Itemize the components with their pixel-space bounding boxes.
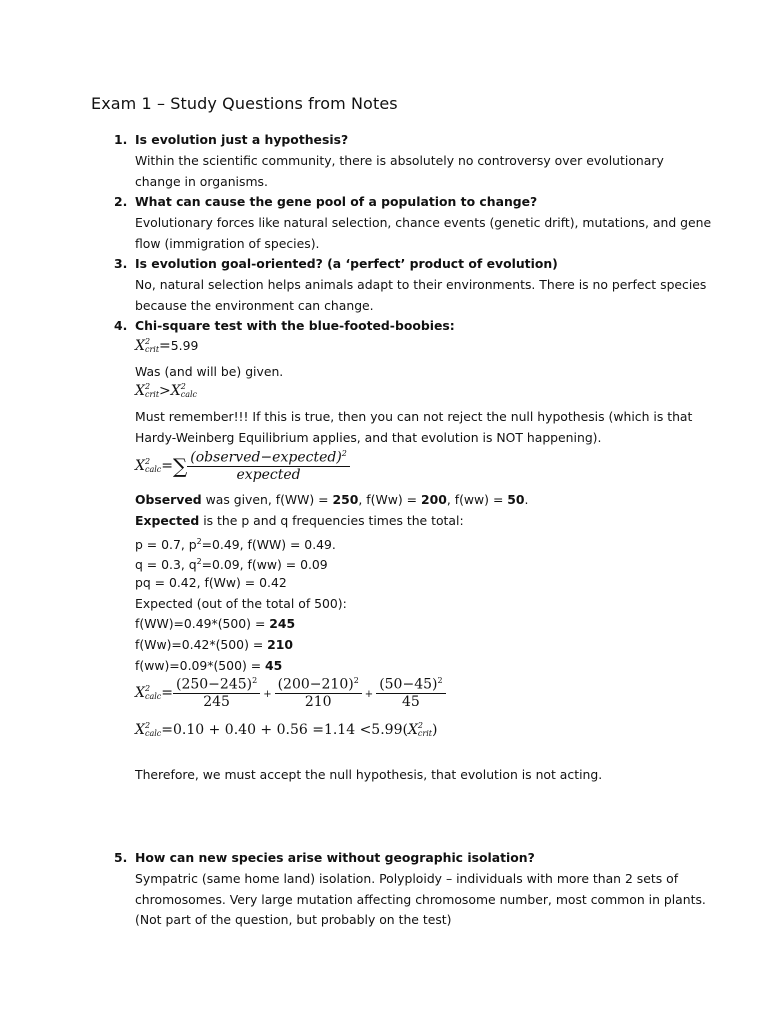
chi-symbol: X (170, 383, 181, 399)
subscript: calc (144, 464, 162, 474)
chi-symbol: X (135, 457, 145, 474)
value: 210 (267, 637, 294, 652)
equals-sign: = (159, 338, 171, 354)
exponent: 2 (144, 721, 151, 730)
greater-sign: > (159, 383, 171, 399)
exponent: 2 (144, 683, 151, 693)
value: 245 (269, 616, 296, 631)
fraction (275, 676, 362, 710)
plus-sign: + (263, 688, 272, 700)
answer-text: Sympatric (same home land) isolation. Polyploidy – individuals with more than 2 sets of (135, 871, 679, 886)
chi-result-equation (135, 722, 437, 738)
plus-sign: + (364, 688, 374, 700)
subscript: crit (144, 390, 160, 399)
exponent: 2 (252, 676, 258, 685)
equals-sign: = (161, 684, 173, 701)
denominator: 245 (203, 693, 230, 710)
text: , f(Ww) = (358, 492, 421, 507)
text: =0.09, f(ww) = 0.09 (201, 557, 328, 573)
value: 200 (420, 492, 447, 507)
question-heading: Chi-square test with the blue-footed-boobies: (135, 318, 455, 333)
expected-label: Expected (135, 513, 200, 528)
numerator (173, 676, 260, 694)
numerator (275, 676, 362, 694)
observed-label: Observed (135, 492, 202, 507)
chi-symbol: X (135, 684, 145, 701)
answer-text: Was (and will be) given. (135, 364, 284, 379)
text: f(WW)=0.49*(500) = (135, 616, 270, 631)
pq-line: pq = 0.42, f(Ww) = 0.42 (135, 575, 287, 590)
text: =0.49, f(WW) = 0.49. (201, 537, 336, 553)
chi-compare-equation (135, 383, 197, 399)
text: . (524, 492, 529, 507)
numerator (376, 676, 445, 694)
subscript: crit (417, 729, 432, 738)
exponent: 2 (353, 676, 359, 685)
answer-text: No, natural selection helps animals adapt to their environments. There is no perfect species (135, 277, 707, 292)
fraction (173, 676, 260, 710)
text: is the p and q frequencies times the total: (199, 513, 464, 528)
question-heading: Is evolution just a hypothesis? (135, 132, 349, 147)
exponent: 2 (341, 449, 347, 458)
expected-total-line: Expected (out of the total of 500): (135, 596, 347, 611)
exponent: 2 (144, 456, 151, 466)
question-number: 1. (114, 132, 128, 147)
numerator-text: (observed−expected) (190, 449, 342, 466)
q-line (135, 554, 328, 573)
question-heading: Is evolution goal-oriented? (a ‘perfect’ product of evolution) (135, 256, 558, 271)
exponent: 2 (144, 337, 151, 346)
exponent: 2 (417, 721, 424, 730)
expected-ww-line (135, 616, 295, 632)
question-number: 4. (114, 318, 128, 333)
question-number: 2. (114, 194, 128, 209)
text: f(ww)=0.09*(500) = (135, 658, 266, 673)
denominator: 45 (401, 693, 420, 710)
value: 50 (507, 492, 525, 507)
conclusion-text: Therefore, we must accept the null hypothesis, that evolution is not acting. (135, 767, 603, 782)
text: , f(ww) = (446, 492, 508, 507)
exponent: 2 (196, 537, 202, 546)
fraction (187, 449, 350, 483)
sum-symbol: ∑ (173, 453, 188, 478)
answer-text: Within the scientific community, there is absolutely no controversy over evolutionary (135, 153, 664, 168)
denominator: 210 (304, 693, 332, 710)
expected-line (135, 513, 464, 529)
answer-text: flow (immigration of species). (135, 236, 320, 251)
exponent: 2 (180, 382, 186, 391)
result-text: =0.10 + 0.40 + 0.56 =1.14 <5.99( (161, 722, 408, 738)
chi-formula (135, 449, 350, 483)
exponent: 2 (437, 676, 443, 685)
subscript: calc (180, 390, 198, 399)
chi-symbol: X (135, 383, 145, 399)
answer-text: Hardy-Weinberg Equilibrium applies, and that evolution is NOT happening). (135, 430, 602, 445)
denominator: expected (236, 466, 301, 483)
numerator-text: (200−210) (277, 676, 354, 693)
expected-www-line (135, 658, 282, 674)
exponent: 2 (144, 382, 151, 391)
subscript: calc (144, 691, 162, 701)
text: was given, f(WW) = (201, 492, 333, 507)
subscript: crit (144, 345, 160, 354)
fraction (376, 676, 445, 710)
observed-line (135, 492, 528, 508)
chi-symbol: X (135, 722, 145, 738)
numerator (187, 449, 350, 467)
close-paren: ) (432, 722, 438, 738)
value: 45 (265, 658, 283, 673)
crit-value: 5.99 (170, 338, 199, 353)
question-number: 3. (114, 256, 128, 271)
expected-wW-line (135, 637, 293, 653)
equals-sign: = (161, 457, 173, 474)
answer-text: change in organisms. (135, 174, 268, 189)
text: q = 0.3, q (135, 557, 197, 573)
answer-text: Evolutionary forces like natural selection, chance events (genetic drift), mutations, and gene (135, 215, 712, 230)
answer-text: chromosomes. Very large mutation affecting chromosome number, most common in plants. (135, 892, 706, 907)
page-title: Exam 1 – Study Questions from Notes (91, 94, 398, 113)
p-line (135, 534, 336, 553)
numerator-text: (250−245) (176, 676, 253, 693)
answer-text: Must remember!!! If this is true, then you can not reject the null hypothesis (which is that (135, 409, 693, 424)
question-number: 5. (114, 850, 128, 865)
text: p = 0.7, p (135, 537, 197, 553)
subscript: calc (144, 729, 162, 738)
answer-text: (Not part of the question, but probably on the test) (135, 912, 452, 927)
value: 250 (332, 492, 359, 507)
answer-text: because the environment can change. (135, 298, 374, 313)
chi-symbol: X (407, 722, 418, 738)
text: f(Ww)=0.42*(500) = (135, 637, 268, 652)
chi-calc-fractions (135, 676, 446, 710)
exponent: 2 (196, 557, 202, 566)
question-heading: What can cause the gene pool of a population to change? (135, 194, 538, 209)
question-heading: How can new species arise without geographic isolation? (135, 850, 535, 865)
chi-symbol: X (135, 338, 145, 354)
numerator-text: (50−45) (379, 676, 438, 693)
chi-crit-equation (135, 338, 198, 354)
